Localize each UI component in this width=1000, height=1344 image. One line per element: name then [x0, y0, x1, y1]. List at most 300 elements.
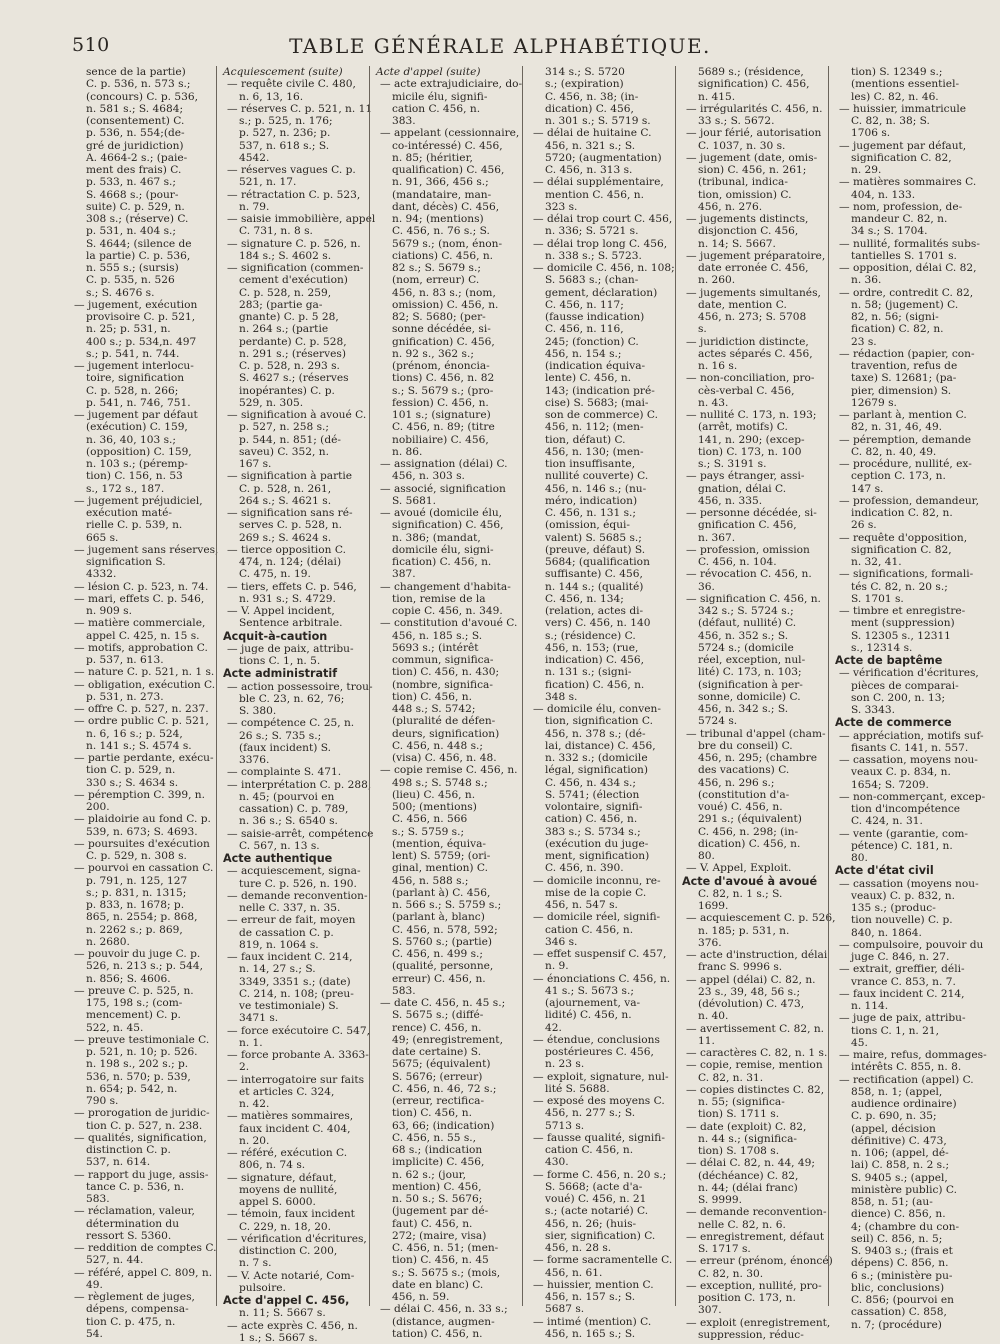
- index-entry-continuation: ciations) C. 456, n.: [392, 249, 494, 262]
- index-entry-continuation: 80.: [698, 850, 715, 862]
- index-entry: — erreur de fait, moyen: [227, 914, 356, 927]
- index-entry-continuation: 41 s.; S. 5673 s.;: [545, 984, 634, 997]
- index-entry: — saisie-arrêt, compétence: [227, 827, 374, 840]
- index-entry-continuation: ception C. 173, n.: [851, 470, 946, 483]
- index-entry-continuation: (preuve, défaut) S.: [545, 543, 646, 556]
- index-entry-continuation: dication) C. 456, n.: [698, 837, 801, 850]
- index-entry: — date C. 456, n. 45 s.;: [380, 997, 506, 1009]
- index-entry-continuation: 283; (partie ga-: [239, 298, 323, 311]
- index-entry-continuation: valent) S. 5685 s.;: [545, 531, 642, 544]
- index-entry-continuation: rielle C. p. 539, n.: [86, 519, 183, 532]
- index-entry-continuation: 82, n. 31, 46, 49.: [851, 421, 943, 434]
- index-entry-continuation: 858, n. 1; (appel,: [851, 1085, 943, 1098]
- index-entry-continuation: gnification) C. 456,: [392, 335, 495, 348]
- index-entry: — référé, appel C. 809, n.: [74, 1266, 213, 1279]
- index-entry: — V. Appel, Exploit.: [686, 862, 792, 875]
- index-entry-continuation: gnante) C. p. 5 28,: [239, 311, 339, 323]
- index-entry-continuation: la partie) C. p. 536,: [86, 249, 191, 262]
- index-entry: — forme sacramentelle C.: [533, 1254, 673, 1267]
- index-entry: — date (exploit) C. 82,: [686, 1120, 807, 1133]
- index-entry: — timbre et enregistre-: [839, 605, 966, 617]
- index-entry-continuation: faut) C. 456, n.: [392, 1217, 473, 1230]
- index-entry-continuation: 456, n. 146 s.; (nu-: [545, 482, 647, 495]
- index-entry-continuation: voué) C. 456, n.: [698, 801, 783, 813]
- index-column-5: [678, 66, 836, 1341]
- index-entry-continuation: 45.: [851, 1036, 868, 1049]
- index-entry-continuation: n. 94; (mentions): [392, 213, 484, 225]
- index-entry-continuation: 6 s.; (ministère pu-: [851, 1269, 953, 1282]
- index-entry-continuation: (signification à per-: [698, 678, 803, 691]
- index-entry: — jugement (date, omis-: [686, 151, 818, 164]
- index-entry-continuation: 456, n. 295; (chambre: [698, 752, 818, 764]
- index-entry-continuation: appel S. 6000.: [239, 1196, 316, 1208]
- index-entry-continuation: dience) C. 856, n.: [851, 1208, 946, 1221]
- index-entry-continuation: S. 9405 s.; (appel,: [851, 1171, 948, 1184]
- running-title: TABLE GÉNÉRALE ALPHABÉTIQUE.: [289, 34, 711, 58]
- index-entry-continuation: n. 198 s., 202 s.; p.: [86, 1058, 189, 1071]
- index-entry-continuation: (qualité, personne,: [392, 960, 494, 973]
- index-entry: — acquiescement C. p. 526,: [686, 912, 836, 925]
- index-entry-continuation: 5675; (équivalent): [392, 1058, 491, 1071]
- column-rule: [369, 66, 370, 1306]
- index-entry: — domicile réel, signifi-: [533, 911, 661, 924]
- index-entry-continuation: C. p. 528, n. 261,: [239, 482, 332, 495]
- index-entry-continuation: S. 1701 s.: [851, 592, 904, 605]
- index-entry: — huissier, immatricule: [839, 102, 967, 115]
- index-entry: — référé, exécution C.: [227, 1147, 348, 1159]
- index-entry: — vérification d'écritures,: [227, 1232, 367, 1245]
- index-entry-continuation: gnification C. 456,: [698, 519, 797, 532]
- index-entry-continuation: 456, n. 303 s.: [392, 470, 465, 483]
- index-entry-continuation: n. 6, 16 s.; p. 524,: [86, 727, 183, 740]
- index-entry-continuation: (nom, erreur) C.: [392, 274, 480, 287]
- index-entry: — demande reconvention-: [227, 889, 368, 902]
- index-entry-continuation: vers) C. 456, n. 140: [545, 617, 651, 630]
- index-entry: — forme C. 456, n. 20 s.;: [533, 1168, 667, 1181]
- index-entry: — jugement préjudiciel,: [74, 494, 203, 507]
- index-entry: — nature C. p. 521, n. 1 s.: [74, 666, 215, 679]
- index-entry-continuation: actes séparés C. 456,: [698, 347, 813, 360]
- index-entry-continuation: tion C. p. 529, n.: [86, 764, 176, 777]
- index-entry-continuation: postérieures C. 456,: [545, 1046, 654, 1058]
- index-entry-continuation: distinction C. p.: [86, 1144, 171, 1156]
- index-entry-continuation: mise de la copie C.: [545, 886, 647, 899]
- index-entry-continuation: C. 567, n. 13 s.: [239, 839, 320, 852]
- index-entry-continuation: (faux incident) S.: [239, 741, 331, 754]
- index-entry-continuation: n. 141 s.; S. 4574 s.: [86, 739, 192, 752]
- index-entry: — nullité, formalités subs-: [839, 237, 980, 250]
- index-entry-continuation: 82; S. 5680; (per-: [392, 311, 486, 323]
- index-entry: — copie remise C. 456, n.: [380, 764, 518, 777]
- index-entry-continuation: C. 456, n. 117;: [545, 298, 624, 311]
- index-entry-continuation: sonne décédée, si-: [392, 323, 491, 336]
- index-entry-continuation: n. 185; p. 531, n.: [698, 924, 790, 937]
- index-entry-continuation: 5679 s.; (nom, énon-: [392, 237, 503, 250]
- index-entry: — délai trop long C. 456,: [533, 237, 668, 250]
- index-entry: — changement d'habita-: [380, 580, 511, 593]
- index-heading: Acte d'état civil: [835, 864, 934, 878]
- index-heading: Acte d'appel C. 456,: [223, 1294, 350, 1307]
- index-entry-continuation: S. 5668; (acte d'a-: [545, 1180, 643, 1193]
- index-entry: — pourvoi en cassation C.: [74, 862, 214, 875]
- index-entry-continuation: n. 336; S. 5721 s.: [545, 225, 639, 238]
- index-entry-continuation: (tribunal, indica-: [698, 176, 788, 189]
- index-entry: — motifs, approbation C.: [74, 641, 208, 654]
- index-entry-continuation: 456, n. 321 s.; S.: [545, 139, 636, 152]
- index-entry: — compulsoire, pouvoir du: [839, 938, 984, 951]
- index-entry-continuation: son C. 200, n. 13;: [851, 691, 946, 704]
- index-entry-continuation: 456, n. 83 s.; (nom,: [392, 286, 496, 299]
- index-entry-continuation: C. 82, n. 1 s.; S.: [698, 887, 783, 900]
- index-entry-continuation: tation) C. 456, n.: [392, 1327, 483, 1340]
- index-entry-continuation: 314 s.; S. 5720: [545, 66, 625, 78]
- index-entry-continuation: définitive) C. 473,: [851, 1134, 947, 1147]
- index-entry: — juge de paix, attribu-: [227, 642, 354, 655]
- index-entry-continuation: nelle C. 337, n. 35.: [239, 902, 341, 914]
- index-entry-continuation: intérêts C. 855, n. 8.: [851, 1061, 962, 1074]
- index-entry-continuation: veaux) C. p. 832, n.: [851, 889, 955, 902]
- page-header: [0, 30, 1000, 62]
- index-entry: — preuve C. p. 525, n.: [74, 984, 194, 997]
- index-entry-continuation: lente) C. 456, n.: [545, 372, 632, 385]
- index-entry-continuation: n. 291 s.; (réserves): [239, 347, 346, 360]
- index-entry: — rectification (appel) C.: [839, 1073, 974, 1086]
- index-entry-continuation: (arrêt, motifs) C.: [698, 421, 788, 434]
- index-entry-continuation: n. 36 s.; S. 6540 s.: [239, 815, 338, 828]
- index-entry-continuation: n. 62 s.; (jour,: [392, 1168, 467, 1181]
- index-entry-continuation: cassation) C. p. 789,: [239, 803, 349, 815]
- index-entry-continuation: fication) C. 82, n.: [851, 323, 944, 336]
- index-entry-continuation: 264 s.; S. 4621 s.: [239, 494, 332, 507]
- index-entry-continuation: tion) C. 456, n.: [392, 690, 472, 703]
- index-entry-continuation: C. 1037, n. 30 s.: [698, 139, 786, 152]
- index-entry-continuation: s.; (expiration): [545, 78, 624, 91]
- index-entry-continuation: tion C. p. 527, n. 238.: [86, 1119, 203, 1132]
- index-entry-continuation: C. 456, n. 51; (men-: [392, 1242, 499, 1254]
- index-entry-continuation: n. 32, 41.: [851, 556, 902, 568]
- index-entry-continuation: les) C. 82, n. 46.: [851, 90, 939, 103]
- index-entry-continuation: 456, n. 335.: [698, 494, 763, 507]
- index-entry-continuation: n. 367.: [698, 531, 736, 544]
- index-entry-continuation: 456, n. 26; (huis-: [545, 1217, 637, 1230]
- index-entry-continuation: erreur) C. 456, n.: [392, 972, 486, 985]
- index-entry: — intimé (mention) C.: [533, 1315, 652, 1328]
- index-entry: — reddition de comptes C.: [74, 1242, 217, 1254]
- index-entry-continuation: 82 s.; S. 5679 s.;: [392, 262, 481, 274]
- index-entry-continuation: s.; S. 4676 s.: [86, 286, 155, 299]
- index-entry-continuation: 456, n. 378 s.; (dé-: [545, 727, 646, 740]
- index-entry-continuation: C. 82, n. 40, 49.: [851, 445, 937, 458]
- index-entry-continuation: 521, n. 17.: [239, 176, 297, 189]
- index-entry-continuation: (déchéance) C. 82,: [698, 1169, 799, 1182]
- index-entry-continuation: ve testimoniale) S.: [239, 1000, 339, 1012]
- index-entry-continuation: p. 527, n. 258 s.;: [239, 421, 329, 434]
- index-entry-continuation: tion) C. 156, n. 53: [86, 470, 183, 483]
- index-entry-continuation: S. 5741; (élection: [545, 788, 640, 801]
- index-entry: — assignation (délai) C.: [380, 458, 508, 470]
- index-entry-continuation: (jugement par dé-: [392, 1205, 489, 1218]
- column-rule: [675, 66, 676, 1306]
- index-entry: — fausse qualité, signifi-: [533, 1131, 665, 1144]
- index-entry-continuation: ment (suppression): [851, 617, 955, 630]
- index-entry-continuation: 456, n. 112; (men-: [545, 421, 644, 434]
- index-entry: — erreur (prénom, énoncé): [686, 1255, 833, 1268]
- index-entry: — domicile inconnu, re-: [533, 874, 661, 887]
- index-entry-continuation: date, mention C.: [698, 298, 787, 311]
- index-entry-continuation: 5724 s.: [698, 715, 738, 728]
- index-entry: — délai C. 82, n. 44, 49;: [686, 1157, 815, 1170]
- index-entry: — avertissement C. 82, n.: [686, 1022, 825, 1035]
- index-entry-continuation: (défaut, nullité) C.: [698, 617, 797, 630]
- index-entry-continuation: (appel, décision: [851, 1122, 936, 1135]
- index-entry-continuation: 522, n. 45.: [86, 1021, 144, 1034]
- index-entry-continuation: p. 536, n. 554;(de-: [86, 127, 185, 140]
- index-entry-continuation: cement d'exécution): [239, 274, 348, 287]
- index-entry: — jugement, exécution: [74, 298, 198, 311]
- index-entry-continuation: n. 23 s.: [545, 1058, 585, 1071]
- index-entry-continuation: C. 456, n. 434 s.;: [545, 776, 636, 789]
- index-entry-continuation: signification C. 82,: [851, 543, 952, 556]
- index-entry-continuation: s.: [698, 323, 707, 336]
- index-entry-continuation: S. 5675 s.; (diffé-: [392, 1009, 484, 1022]
- index-entry-continuation: 456, n. 153; (rue,: [545, 641, 639, 654]
- index-entry: — domicile élu, conven-: [533, 703, 661, 715]
- index-entry: — faux incident C. 214,: [839, 987, 965, 1000]
- index-entry-continuation: 456, n. 185 s.; S.: [392, 629, 483, 642]
- index-entry-continuation: tions C. 1, n. 5.: [239, 655, 321, 667]
- index-entry-continuation: (relation, actes di-: [545, 605, 644, 617]
- index-entry: — énonciations C. 456, n.: [533, 972, 671, 985]
- index-entry-continuation: ment, signification): [545, 850, 650, 862]
- index-entry-continuation: 1706 s.: [851, 127, 891, 140]
- index-entry-continuation: n. 131 s.; (signi-: [545, 666, 632, 679]
- index-entry: — copies distinctes C. 82,: [686, 1083, 825, 1096]
- index-entry: — signification à avoué C.: [227, 409, 367, 421]
- index-entry-continuation: pier, dimension) S.: [851, 384, 952, 397]
- index-entry-continuation: (pluralité de défen-: [392, 715, 496, 728]
- index-entry-continuation: 583.: [86, 1193, 110, 1205]
- index-entry-continuation: tion, omission) C.: [698, 188, 792, 201]
- index-entry-continuation: S. 12305 s., 12311: [851, 629, 951, 642]
- index-entry-continuation: 806, n. 74 s.: [239, 1159, 306, 1172]
- column-rule: [522, 66, 523, 1306]
- index-entry-continuation: 583.: [392, 984, 416, 997]
- index-entry: — force exécutoire C. 547,: [227, 1024, 370, 1037]
- index-entry-continuation: tion, défaut) C.: [545, 433, 626, 446]
- index-entry-continuation: tance C. p. 536, n.: [86, 1180, 185, 1193]
- index-entry-continuation: tion) S. 1711 s.: [698, 1108, 780, 1121]
- index-entry: — qualités, signification,: [74, 1131, 207, 1144]
- index-entry-continuation: sence de la partie): [86, 66, 186, 78]
- index-entry-continuation: 5689 s.; (résidence,: [698, 66, 804, 78]
- index-entry-continuation: 383 s.; S. 5734 s.;: [545, 825, 641, 838]
- index-entry: — délai supplémentaire,: [533, 176, 664, 189]
- index-entry: — maire, refus, dommages-: [839, 1049, 987, 1061]
- index-entry-continuation: 184 s.; S. 4602 s.: [239, 249, 332, 262]
- index-entry-continuation: n. 654; p. 542, n.: [86, 1082, 178, 1095]
- index-entry-continuation: n. 1.: [239, 1036, 263, 1049]
- index-entry-continuation: 307.: [698, 1304, 722, 1317]
- index-entry-continuation: C. 456, n. 134;: [545, 592, 624, 605]
- index-entry: — prorogation de juridic-: [74, 1107, 210, 1120]
- index-entry-continuation: n. 264 s.; (partie: [239, 323, 329, 336]
- index-heading: Acte authentique: [223, 852, 333, 865]
- index-entry: — cassation, moyens nou-: [839, 754, 978, 766]
- index-entry: — personne décédée, si-: [686, 507, 817, 519]
- index-entry: — exploit, signature, nul-: [533, 1070, 669, 1083]
- index-entry-continuation: C. 214, n. 108; (preu-: [239, 987, 354, 1000]
- index-entry-continuation: n. 415.: [698, 90, 736, 103]
- index-entry-continuation: C. 456, n. 566: [392, 813, 468, 826]
- index-entry-continuation: n. 36.: [851, 274, 882, 287]
- index-entry-continuation: 3376.: [239, 754, 270, 766]
- index-entry-continuation: n. 44; (délai franc): [698, 1181, 798, 1194]
- index-entry-continuation: tion C. p. 475, n.: [86, 1315, 176, 1328]
- index-entry-continuation: ressort S. 5360.: [86, 1229, 172, 1242]
- index-entry-continuation: 376.: [698, 936, 722, 949]
- index-entry-continuation: 143; (indication pré-: [545, 384, 655, 397]
- index-entry: — procédure, nullité, ex-: [839, 458, 972, 470]
- column-continuation-heading: Acte d'appel (suite): [376, 66, 481, 78]
- index-entry-continuation: S. 4644; (silence de: [86, 237, 192, 250]
- index-entry-continuation: veaux C. p. 834, n.: [851, 766, 951, 779]
- index-entry-continuation: 383.: [392, 115, 416, 127]
- index-entry-continuation: 387.: [392, 568, 416, 581]
- index-entry-continuation: 456, n. 165 s.; S.: [545, 1327, 636, 1340]
- index-entry-continuation: p. 527, n. 236; p.: [239, 127, 331, 140]
- index-entry-continuation: n. 144 s.; (qualité): [545, 580, 644, 593]
- index-entry-continuation: franc S. 9996 s.: [698, 961, 783, 974]
- index-entry-continuation: 456, n. 273; S. 5708: [698, 311, 807, 323]
- index-entry-continuation: tion, signification C.: [545, 715, 654, 728]
- index-entry-continuation: 456, n. 276.: [698, 200, 763, 213]
- index-entry-continuation: travention, refus de: [851, 360, 958, 372]
- index-entry: — partie perdante, exécu-: [74, 752, 214, 764]
- index-entry-continuation: C. 456, n. 313 s.: [545, 164, 633, 176]
- index-entry-continuation: de cassation C. p.: [239, 926, 334, 939]
- index-entry: — plaidoirie au fond C. p.: [74, 813, 211, 826]
- index-entry-continuation: n. 106; (appel, dé-: [851, 1147, 949, 1159]
- index-entry-continuation: 4542.: [239, 151, 270, 164]
- index-entry-continuation: appel C. 425, n. 15 s.: [86, 629, 200, 642]
- index-entry: — action possessoire, trou-: [227, 680, 373, 693]
- index-entry-continuation: réel, exception, nul-: [698, 654, 806, 666]
- index-entry-continuation: 1654; S. 7209.: [851, 778, 929, 791]
- index-entry-continuation: 456, n. 59.: [392, 1291, 450, 1303]
- index-entry-continuation: (ajournement, va-: [545, 997, 641, 1009]
- index-entry-continuation: p. 541, n. 746, 751.: [86, 396, 191, 409]
- index-entry-continuation: C. 456, n. 578, 592;: [392, 923, 498, 936]
- index-entry-continuation: 26 s.: [851, 519, 877, 532]
- index-entry-continuation: 5693 s.; (intérêt: [392, 641, 479, 654]
- index-entry-continuation: et articles C. 324,: [239, 1085, 335, 1098]
- index-entry: — interrogatoire sur faits: [227, 1073, 365, 1086]
- index-entry-continuation: C. 456, n. 55 s.,: [392, 1131, 476, 1144]
- index-entry: — vérification d'écritures,: [839, 667, 979, 680]
- index-entry: — non-conciliation, pro-: [686, 372, 815, 385]
- index-entry-continuation: 2.: [239, 1061, 250, 1074]
- index-entry-continuation: p. 531, n. 404 s.;: [86, 225, 176, 238]
- index-entry-continuation: s.; (acte notarié) C.: [545, 1205, 649, 1218]
- index-entry: — jour férié, autorisation: [686, 127, 822, 140]
- index-entry-continuation: distinction C. 200,: [239, 1245, 338, 1257]
- index-entry-continuation: (prénom, énoncia-: [392, 360, 490, 372]
- index-column-1: [66, 66, 219, 1340]
- index-entry-continuation: (constitution d'a-: [698, 788, 790, 801]
- index-entry: — opposition, délai C. 82,: [839, 262, 977, 274]
- index-entry-continuation: tion) C. 456, n. 430;: [392, 666, 500, 679]
- index-entry-continuation: 101 s.; (signature): [392, 409, 491, 421]
- index-entry-continuation: 456, n. 296 s.;: [698, 776, 775, 789]
- index-entry-continuation: cès-verbal C. 456,: [698, 384, 795, 397]
- index-entry-continuation: n. 386; (mandat,: [392, 531, 481, 544]
- index-entry: — signification (commen-: [227, 262, 364, 274]
- index-entry-continuation: S. 380.: [239, 705, 277, 717]
- index-entry-continuation: 200.: [86, 801, 110, 813]
- index-entry-continuation: blic, conclusions): [851, 1281, 945, 1294]
- index-entry-continuation: 456, n. 157 s.; S.: [545, 1291, 636, 1303]
- index-entry: — matière commerciale,: [74, 617, 206, 630]
- index-entry-continuation: S. 3343.: [851, 704, 895, 716]
- index-entry: — témoin, faux incident: [227, 1208, 355, 1221]
- index-entry-continuation: disjonction C. 456,: [698, 225, 799, 238]
- index-entry: — appel (délai) C. 82, n.: [686, 973, 816, 986]
- index-entry-continuation: n. 909 s.: [86, 605, 132, 617]
- index-entry-continuation: C. 229, n. 18, 20.: [239, 1220, 332, 1233]
- index-entry-continuation: C. p. 529, n. 308 s.: [86, 850, 187, 862]
- index-entry-continuation: 456, n. 61.: [545, 1266, 603, 1279]
- index-entry-continuation: s.; S. 5759 s.;: [392, 825, 465, 838]
- index-entry: — jugements distincts,: [686, 213, 809, 225]
- index-entry-continuation: 82, n. 56; (signi-: [851, 311, 939, 323]
- index-entry-continuation: dication) C. 456,: [545, 102, 634, 115]
- index-entry: — tiers, effets C. p. 546,: [227, 580, 357, 593]
- index-columns: [66, 66, 987, 1344]
- index-entry-continuation: S. 5676; (erreur): [392, 1070, 483, 1083]
- index-entry-continuation: dant, décès) C. 456,: [392, 200, 500, 213]
- index-entry: — signification sans ré-: [227, 507, 353, 519]
- index-entry-continuation: fisants C. 141, n. 557.: [851, 741, 969, 754]
- index-entry-continuation: faux incident C. 404,: [239, 1122, 351, 1135]
- index-entry-continuation: S. 1717 s.: [698, 1243, 751, 1255]
- index-entry: — pays étranger, assi-: [686, 470, 805, 483]
- index-entry-continuation: 456, n. 342 s.; S.: [698, 703, 789, 715]
- index-entry: — nullité C. 173, n. 193;: [686, 409, 817, 421]
- index-entry: — délai de huitaine C.: [533, 127, 652, 140]
- index-entry-continuation: (lieu) C. 456, n.: [392, 788, 476, 801]
- index-entry-continuation: fession) C. 456, n.: [392, 396, 489, 409]
- index-entry-continuation: tion) C. 456, n. 45: [392, 1254, 489, 1267]
- index-entry-continuation: C. p. 528, n. 293 s.: [239, 360, 340, 372]
- index-entry: — demande reconvention-: [686, 1206, 827, 1219]
- index-entry-continuation: (omission, équi-: [545, 519, 630, 532]
- index-entry: — faux incident C. 214,: [227, 951, 353, 963]
- index-entry-continuation: (mentions essentiel-: [851, 78, 960, 91]
- index-entry-continuation: implicite) C. 456,: [392, 1156, 485, 1169]
- index-heading: Acte d'avoué à avoué: [682, 874, 818, 888]
- index-entry-continuation: 11.: [698, 1034, 715, 1047]
- index-entry: — jugement par défaut: [74, 409, 198, 421]
- index-entry-continuation: gnation, délai C.: [698, 482, 787, 495]
- index-entry: — acte exprès C. 456, n.: [227, 1319, 358, 1332]
- index-entry: — exposé des moyens C.: [533, 1095, 665, 1107]
- index-entry-continuation: mention) C. 456,: [392, 1180, 482, 1193]
- index-entry: — exception, nullité, pro-: [686, 1279, 822, 1292]
- index-entry-continuation: n. 6, 13, 16.: [239, 90, 304, 103]
- index-entry-continuation: C. 424, n. 31.: [851, 815, 923, 828]
- index-entry: — délai C. 456, n. 33 s.;: [380, 1303, 508, 1316]
- index-entry: — requête d'opposition,: [839, 531, 968, 544]
